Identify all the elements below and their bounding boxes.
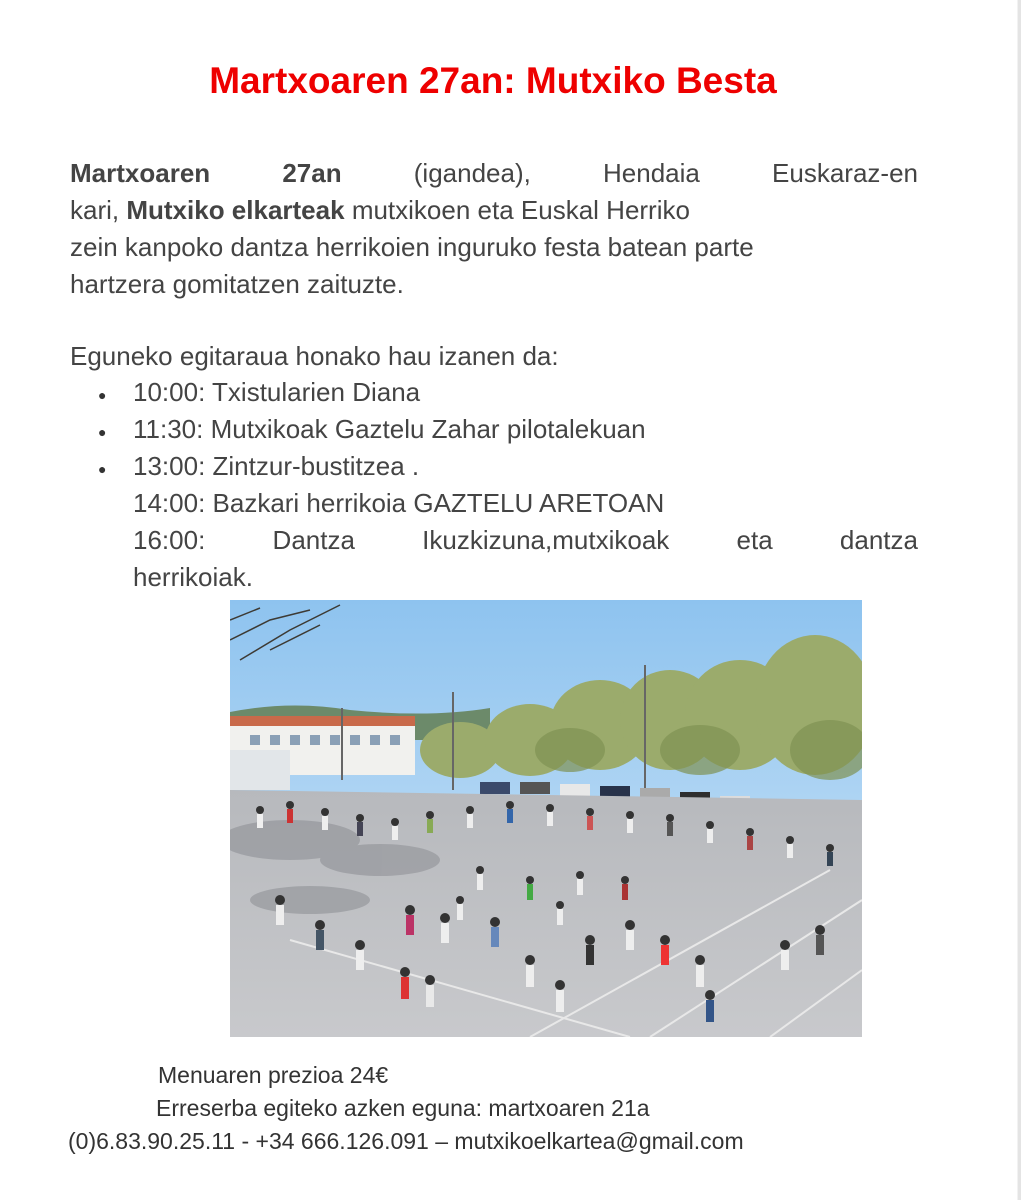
- bullet-2: ●: [98, 424, 107, 440]
- bullet-3: ●: [98, 461, 107, 477]
- intro-kari: kari,: [70, 195, 120, 225]
- intro-day-name: (igandea),: [413, 158, 531, 188]
- intro-hendaia: Hendaia: [603, 158, 700, 188]
- intro-line2-end: mutxikoen eta Euskal Herriko: [351, 195, 690, 225]
- intro-line-2: [70, 192, 918, 229]
- intro-date: Martxoaren: [70, 158, 211, 188]
- schedule-intro: Eguneko egitaraua honako hau izanen da:: [70, 341, 559, 371]
- schedule-item-5-line-2: herrikoiak.: [133, 562, 253, 592]
- intro-line-4: hartzera gomitatzen zaituzte.: [70, 269, 404, 299]
- schedule-item-2: 11:30: Mutxikoak Gaztelu Zahar pilotalekuan: [133, 414, 646, 444]
- reservation-deadline: Erreserba egiteko azken eguna: martxoaren 21a: [156, 1095, 650, 1121]
- schedule-item-4: 14:00: Bazkari herrikoia GAZTELU ARETOAN: [133, 488, 665, 518]
- intro-day: 27an: [282, 158, 342, 188]
- schedule-item-5-line-1: 16:00: Dantza Ikuzkizuna,mutxikoak eta dantza: [133, 525, 918, 555]
- bullet-1: ●: [98, 387, 107, 403]
- intro-paragraph: [70, 155, 918, 303]
- intro-line-1: [70, 155, 918, 192]
- schedule-item-3: 13:00: Zintzur-bustitzea .: [133, 451, 420, 481]
- menu-price: Menuaren prezioa 24€: [158, 1062, 389, 1088]
- dance-square-illustration: [230, 600, 862, 1037]
- intro-org: Mutxiko elkarteak: [126, 195, 345, 225]
- event-photo: [230, 600, 862, 1037]
- schedule-item-1: 10:00: Txistularien Diana: [133, 377, 421, 407]
- page-title: Martxoaren 27an: Mutxiko Besta: [209, 60, 777, 101]
- contact-info: (0)6.83.90.25.11 - +34 666.126.091 – mutxikoelkartea@gmail.com: [68, 1128, 744, 1154]
- intro-line-3: zein kanpoko dantza herrikoien inguruko festa batean parte: [70, 232, 754, 262]
- intro-euskaraz: Euskaraz-en: [772, 158, 919, 188]
